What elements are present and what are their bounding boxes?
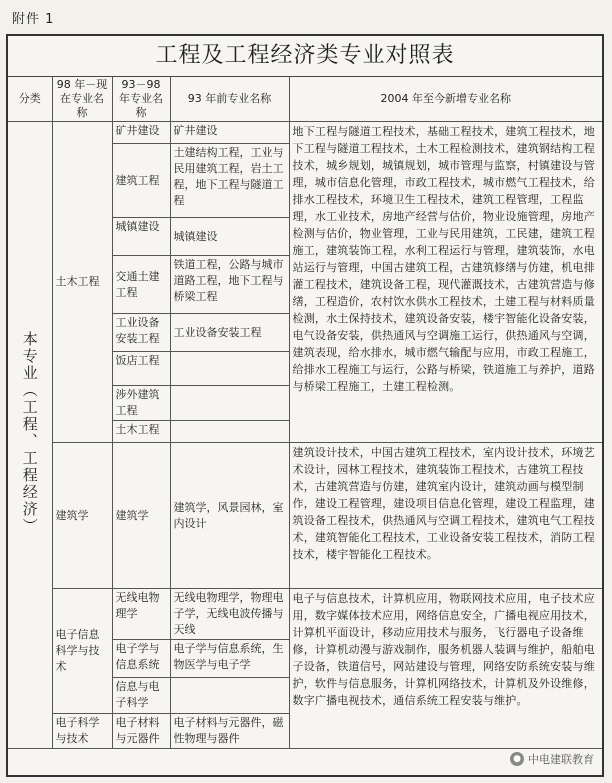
pre93-cell: [170, 386, 289, 421]
header-2004-name: 2004 年至今新增专业名称: [289, 77, 602, 122]
pre93-cell: 电子学与信息系统，生物医学与电子学: [170, 640, 289, 678]
header-row: [8, 77, 602, 122]
appendix-label: 附件 1: [12, 12, 55, 27]
name98-esci: 电子科学与技术: [52, 714, 112, 749]
category-label: 本专业（工程、工程经济）: [20, 330, 39, 535]
pre93-cell: 建筑学，风景园林，室内设计: [170, 443, 289, 589]
pre93-cell: 矿井建设: [170, 122, 289, 144]
category-cell: [8, 122, 52, 749]
comparison-table-sheet: [6, 34, 604, 777]
name93-cell: 涉外建筑工程: [112, 386, 170, 421]
name93-cell: 城镇建设: [112, 218, 170, 256]
name98-arch: 建筑学: [52, 443, 112, 589]
name93-cell: 饭店工程: [112, 352, 170, 386]
name93-cell: 建筑工程: [112, 144, 170, 218]
name98-elec: 电子信息科学与技术: [52, 589, 112, 714]
new2004-arch: 建筑设计技术，中国古建筑工程技术，室内设计技术，环境艺术设计，园林工程技术，建筑装饰工程技术，古建筑工程技术，古建筑营造与仿建，建筑室内设计，建筑动画与模型制作，建设工程管理，建设项目信息化管理，建设工程监理，建筑设备工程技术，供热通风与空调工程技术，建筑电气工程技术，建筑智能化工程技术，工业设备安装工程技术，消防工程技术，楼宇智能化工程技术。: [289, 443, 602, 589]
table-row: [8, 589, 602, 640]
pre93-cell: [170, 352, 289, 386]
pre93-cell: [170, 421, 289, 443]
name93-cell: 信息与电子科学: [112, 678, 170, 714]
pre93-cell: 土建结构工程，工业与民用建筑工程，岩土工程，地下工程与隧道工程: [170, 144, 289, 218]
watermark: [506, 749, 598, 769]
name93-cell: 矿井建设: [112, 122, 170, 144]
name93-cell: 交通土建工程: [112, 256, 170, 314]
pre93-cell: [170, 678, 289, 714]
pre93-cell: 无线电物理学，物理电子学，无线电波传播与天线: [170, 589, 289, 640]
name93-cell: 建筑学: [112, 443, 170, 589]
name93-cell: 工业设备安装工程: [112, 314, 170, 352]
pre93-cell: 工业设备安装工程: [170, 314, 289, 352]
name93-cell: 电子材料与元器件: [112, 714, 170, 749]
pre93-cell: 电子材料与元器件，磁性物理与器件: [170, 714, 289, 749]
wechat-logo-icon: ●: [510, 752, 524, 766]
pre93-cell: 城镇建设: [170, 218, 289, 256]
major-comparison-table: [8, 77, 602, 749]
pre93-cell: 铁道工程，公路与城市道路工程，地下工程与桥梁工程: [170, 256, 289, 314]
new2004-civil: 地下工程与隧道工程技术，基础工程技术，建筑工程技术，地下工程与隧道工程技术，土木工程检测技术，建筑钢结构工程技术，城乡规划，城镇规划，城市管理与监察，村镇建设与管理，城市信息化管理，市政工程技术，城市燃气工程技术，给排水工程技术，环境卫生工程技术，建筑工程管理，工程监理，水工业技术，房地产经营与估价，物业设施管理，房地产检测与估价，物业管理，工业与民用建筑，工民建，建筑工程施工，建筑装饰工程，水利工程运行与管理，建筑装饰，水电站运行与管理，中国古建筑工程，古建筑修缮与仿建，机电排灌工程技术，建筑设备工程，现代灌溉技术，古建筑营造与修缮，工程造价，农村饮水供水工程技术，土建工程与材料质量检测，水土保持技术，建筑设备安装，楼宇智能化设备安装，电气设备安装，供热通风与空调施工运行，供热通风与空调，建筑表现，给水排水，城市燃气输配与应用，市政工程施工，给排水工程施工与运行，公路与桥梁，铁道施工与养护，道路与桥梁工程施工，土建工程检测。: [289, 122, 602, 443]
table-row: [8, 122, 602, 144]
header-category: 分类: [8, 77, 52, 122]
header-pre93-name: 93 年前专业名称: [170, 77, 289, 122]
watermark-text: 中电建联教育: [528, 753, 594, 766]
new2004-elec: 电子与信息技术，计算机应用，物联网技术应用，电子技术应用，数字媒体技术应用，网络信息安全，广播电视应用技术，计算机平面设计，移动应用技术与服务，飞行器电子设备维修，计算机动漫与游戏制作，服务机器人装调与维护，船舶电子设备，铁道信号，网站建设与管理，网络安防系统安装与维护，软件与信息服务，计算机网络技术，计算机及外设维修，数字广播电视技术，通信系统工程安装与维护。: [289, 589, 602, 749]
name93-cell: 无线电物理学: [112, 589, 170, 640]
name98-civil: 土木工程: [52, 122, 112, 443]
name93-cell: 土木工程: [112, 421, 170, 443]
table-row: [8, 443, 602, 589]
table-title: 工程及工程经济类专业对照表: [8, 36, 602, 77]
name93-cell: 电子学与信息系统: [112, 640, 170, 678]
header-98-name: 98 年－现在专业名称: [52, 77, 112, 122]
header-93-98-name: 93－98 年专业名称: [112, 77, 170, 122]
